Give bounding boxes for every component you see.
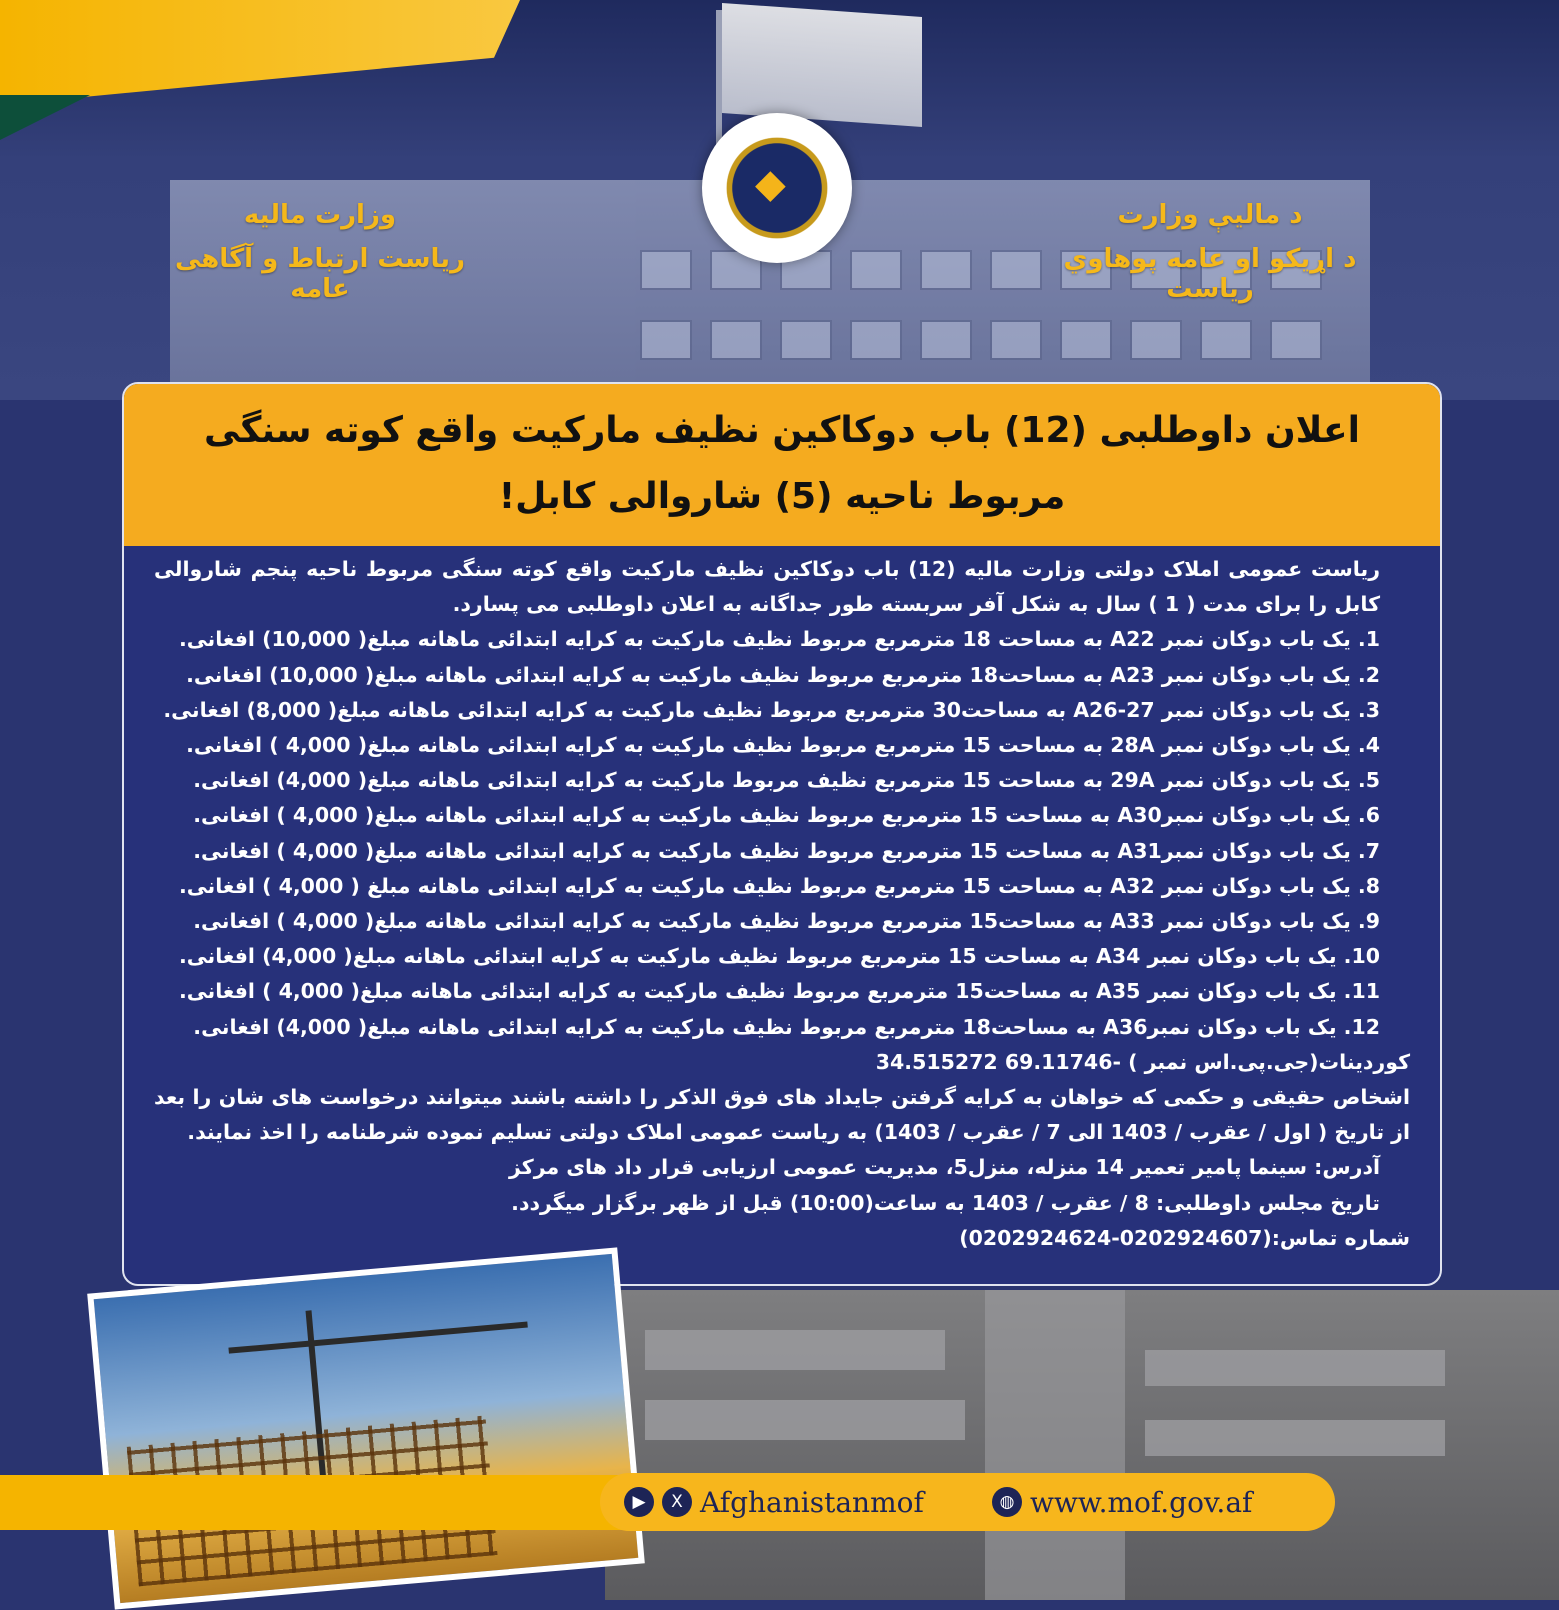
shop-list-item: 7. یک باب دوکان نمبرA31 به مساحت 15 مترمربع مربوط نظیف مارکیت به کرایه ابتدائی ماهانه مبلغ( 4,000 ) افغانی. bbox=[193, 838, 1380, 863]
notice-card bbox=[122, 382, 1442, 1286]
shop-list-item: 9. یک باب دوکان نمبر A33 به مساحت15 مترمربع مربوط نظیف مارکیت به کرایه ابتدائی ماهانه مبلغ( 4,000 ) افغانی. bbox=[193, 909, 1380, 934]
shop-list-item: 8. یک باب دوکان نمبر A32 به مساحت 15 مترمربع مربوط نظیف مارکیت به کرایه ابتدائی ماهانه مبلغ ( 4,000 ) افغانی. bbox=[178, 873, 1380, 898]
website-link[interactable] bbox=[992, 1486, 1252, 1519]
globe-icon: ◍ bbox=[992, 1487, 1022, 1517]
social-handle[interactable]: Afghanistanmof bbox=[700, 1485, 924, 1519]
header-right bbox=[1060, 200, 1360, 304]
website-url[interactable]: www.mof.gov.af bbox=[1030, 1485, 1253, 1519]
shop-list-item: 6. یک باب دوکان نمبرA30 به مساحت 15 مترمربع مربوط نظیف مارکیت به کرایه ابتدائی ماهانه مبلغ( 4,000 ) افغانی. bbox=[193, 803, 1380, 828]
youtube-icon[interactable]: ▶ bbox=[624, 1487, 654, 1517]
shop-list-item: 11. یک باب دوکان نمبر A35 به مساحت15 مترمربع مربوط نظیف مارکیت به کرایه ابتدائی ماهانه مبلغ( 4,000 ) افغانی. bbox=[179, 979, 1380, 1004]
shop-list-item: 5. یک باب دوکان نمبر 29A به مساحت 15 مترمربع نظیف مربوط مارکیت به کرایه ابتدائی ماهانه مبلغ( 4,000) افغانی. bbox=[193, 768, 1380, 793]
contact-numbers: شماره تماس:(0202924607-0202924624) bbox=[959, 1225, 1410, 1250]
header-left-line1: وزارت مالیه bbox=[243, 200, 397, 230]
shop-list bbox=[154, 622, 1410, 1044]
ministry-of-finance-logo: ◆ bbox=[702, 113, 852, 263]
building-photo-bottom bbox=[605, 1290, 1559, 1600]
flag-image bbox=[722, 3, 922, 127]
notice-intro: ریاست عمومی املاک دولتی وزارت مالیه (12) باب دوکاکین نظیف مارکیت واقع کوته سنگی مربوط ناحیه پنجم شاروالی کابل را برای مدت ( 1 ) سال به شکل آفر سربسته طور جداگانه به اعلان داوطلبی می پسارد. bbox=[154, 557, 1381, 617]
notice-title: اعلان داوطلبی (12) باب دوکاکین نظیف مارکیت واقع کوته سنگی مربوط ناحیه (5) شاروالی کابل! bbox=[204, 410, 1360, 517]
header-left-line2: ریاست ارتباط و آگاهی عامه bbox=[174, 244, 466, 304]
shop-list-item: 12. یک باب دوکان نمبرA36 به مساحت18 مترمربع مربوط نظیف مارکیت به کرایه ابتدائی ماهانه مبلغ( 4,000) افغانی. bbox=[193, 1014, 1380, 1039]
shop-list-item: 1. یک باب دوکان نمبر A22 به مساحت 18 مترمربع مربوط نظیف مارکیت به کرایه ابتدائی ماهانه مبلغ( 10,000) افغانی. bbox=[179, 627, 1380, 652]
session-date: تاریخ مجلس داوطلبی: 8 / عقرب / 1403 به ساعت(10:00) قبل از ظهر برگزار میگردد. bbox=[511, 1190, 1380, 1215]
shop-list-item: 10. یک باب دوکان نمبر A34 به مساحت 15 مترمربع مربوط نظیف مارکیت به کرایه ابتدائی ماهانه مبلغ( 4,000) افغانی. bbox=[179, 944, 1380, 969]
notice-title-bar bbox=[124, 384, 1440, 546]
coordinates: کوردینات(جی.پی.اس نمبر ) -69.11746 34.515272 bbox=[875, 1049, 1410, 1074]
header-right-line1: د مالیې وزارت bbox=[1117, 200, 1303, 230]
notice-body bbox=[124, 546, 1440, 1256]
header-right-line2: د اړیکو او عامه پوهاوي ریاست bbox=[1063, 244, 1357, 304]
eligibility-text: اشخاص حقیقی و حکمی که خواهان به کرایه گرفتن جایداد های فوق الذکر را داشته باشند میتوانند درخواست های شان را بعد از تاریخ ( اول / عقرب / 1403 الی 7 / عقرب / 1403) به ریاست عمومی املاک دولتی تسلیم نموده شرطنامه را اخذ نمایند. bbox=[154, 1085, 1410, 1145]
shop-list-item: 2. یک باب دوکان نمبر A23 به مساحت18 مترمربع مربوط نظیف مارکیت به کرایه ابتدائی ماهانه مبلغ( 10,000) افغانی. bbox=[186, 662, 1380, 687]
construction-crane-photo bbox=[87, 1247, 645, 1609]
shop-list-item: 3. یک باب دوکان نمبر A26-27 به مساحت30 مترمربع مربوط نظیف مارکیت به کرایه ابتدائی ماهانه مبلغ( 8,000) افغانی. bbox=[163, 697, 1380, 722]
x-icon[interactable]: X bbox=[662, 1487, 692, 1517]
header-left bbox=[170, 200, 470, 304]
shop-list-item: 4. یک باب دوکان نمبر 28A به مساحت 15 مترمربع مربوط نظیف مارکیت به کرایه ابتدائی ماهانه مبلغ( 4,000 ) افغانی. bbox=[186, 733, 1380, 758]
footer-pill bbox=[600, 1473, 1335, 1531]
address: آدرس: سینما پامیر تعمیر 14 منزله، منزل5، مدیریت عمومی ارزیابی قرار داد های مرکز bbox=[509, 1155, 1380, 1180]
social-links[interactable] bbox=[624, 1486, 924, 1519]
